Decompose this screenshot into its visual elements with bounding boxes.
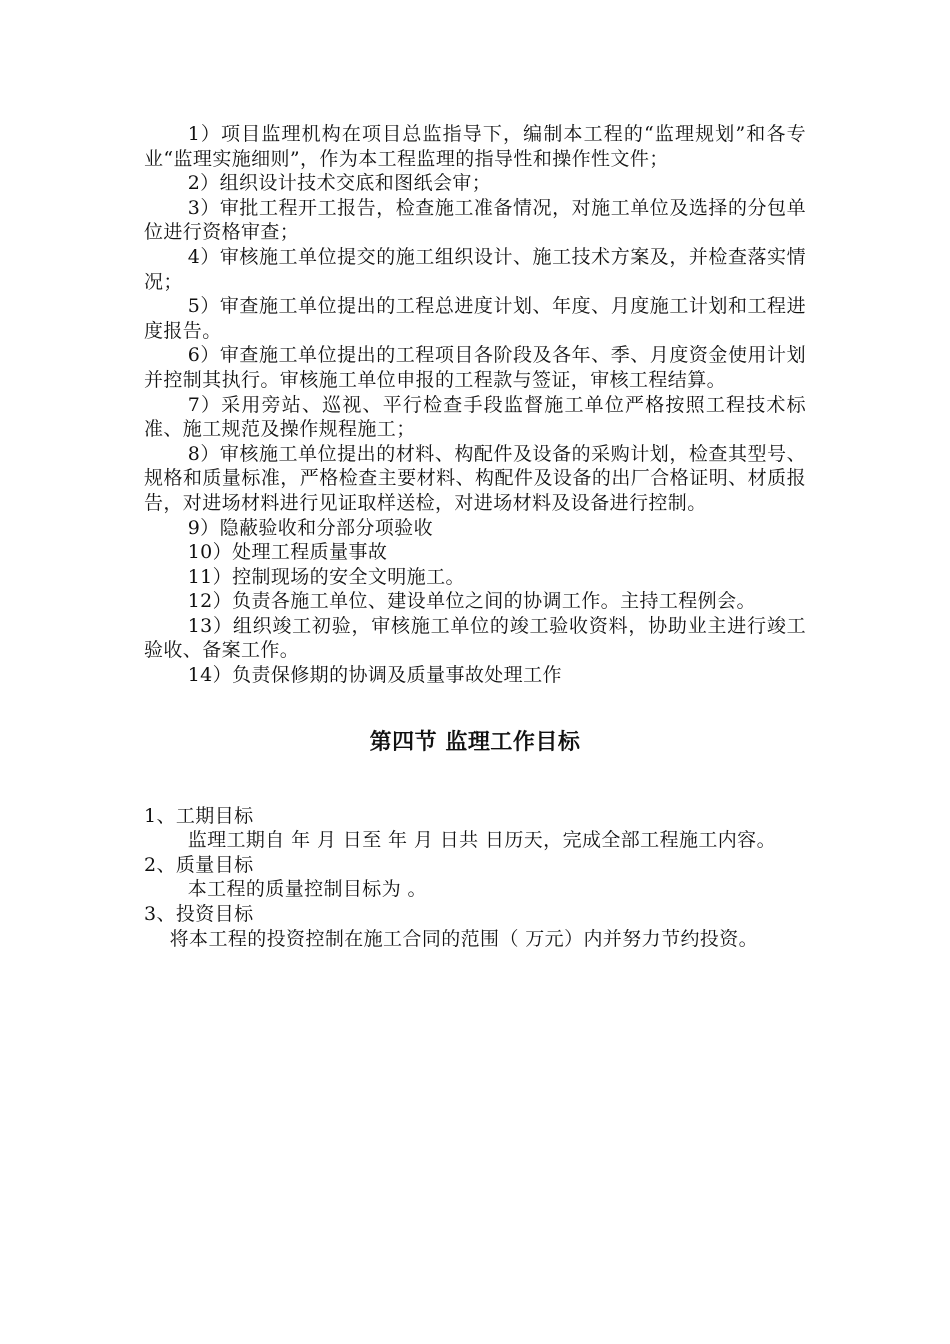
duty-item: 13）组织竣工初验，审核施工单位的竣工验收资料，协助业主进行竣工验收、备案工作。 <box>144 614 806 662</box>
duty-item: 8）审核施工单位提出的材料、构配件及设备的采购计划，检查其型号、规格和质量标准，严格检查主要材料、构配件及设备的出厂合格证明、材质报告，对进场材料进行见证取样送检，对进场材料及设备进行控制。 <box>144 442 806 514</box>
goals-section <box>144 804 806 952</box>
investment-goal-body: 将本工程的投资控制在施工合同的范围（ 万元）内并努力节约投资。 <box>169 927 759 950</box>
duty-item: 2）组织设计技术交底和图纸会审； <box>187 172 492 195</box>
duty-item: 9）隐蔽验收和分部分项验收 <box>187 516 433 539</box>
supervision-duties-list <box>144 122 806 688</box>
duty-item: 7）采用旁站、巡视、平行检查手段监督施工单位严格按照工程技术标准、施工规范及操作规程施工； <box>144 393 806 441</box>
section-heading: 第四节 监理工作目标 <box>369 729 581 755</box>
duty-item: 14）负责保修期的协调及质量事故处理工作 <box>187 664 562 687</box>
duty-item: 4）审核施工单位提交的施工组织设计、施工技术方案及，并检查落实情况； <box>144 245 806 293</box>
document-page <box>144 122 806 951</box>
quality-goal-body: 本工程的质量控制目标为 。 <box>187 878 427 901</box>
investment-goal-title: 3、投资目标 <box>144 903 254 926</box>
quality-goal-title: 2、质量目标 <box>144 853 254 876</box>
schedule-goal-title: 1、工期目标 <box>144 804 254 827</box>
duty-item: 1）项目监理机构在项目总监指导下，编制本工程的“监理规划”和各专业“监理实施细则”，作为本工程监理的指导性和操作性文件； <box>144 123 806 170</box>
schedule-goal-body: 监理工期自 年 月 日至 年 月 日共 日历天，完成全部工程施工内容。 <box>187 829 776 852</box>
duty-item: 6）审查施工单位提出的工程项目各阶段及各年、季、月度资金使用计划并控制其执行。审核施工单位申报的工程款与签证，审核工程结算。 <box>144 344 806 391</box>
duty-item: 3）审批工程开工报告，检查施工准备情况，对施工单位及选择的分包单位进行资格审查； <box>144 196 806 244</box>
duty-item: 12）负责各施工单位、建设单位之间的协调工作。主持工程例会。 <box>187 590 756 613</box>
duty-item: 10）处理工程质量事故 <box>187 541 388 564</box>
duty-item: 5）审查施工单位提出的工程总进度计划、年度、月度施工计划和工程进度报告。 <box>144 295 806 342</box>
duty-item: 11）控制现场的安全文明施工。 <box>187 565 465 588</box>
